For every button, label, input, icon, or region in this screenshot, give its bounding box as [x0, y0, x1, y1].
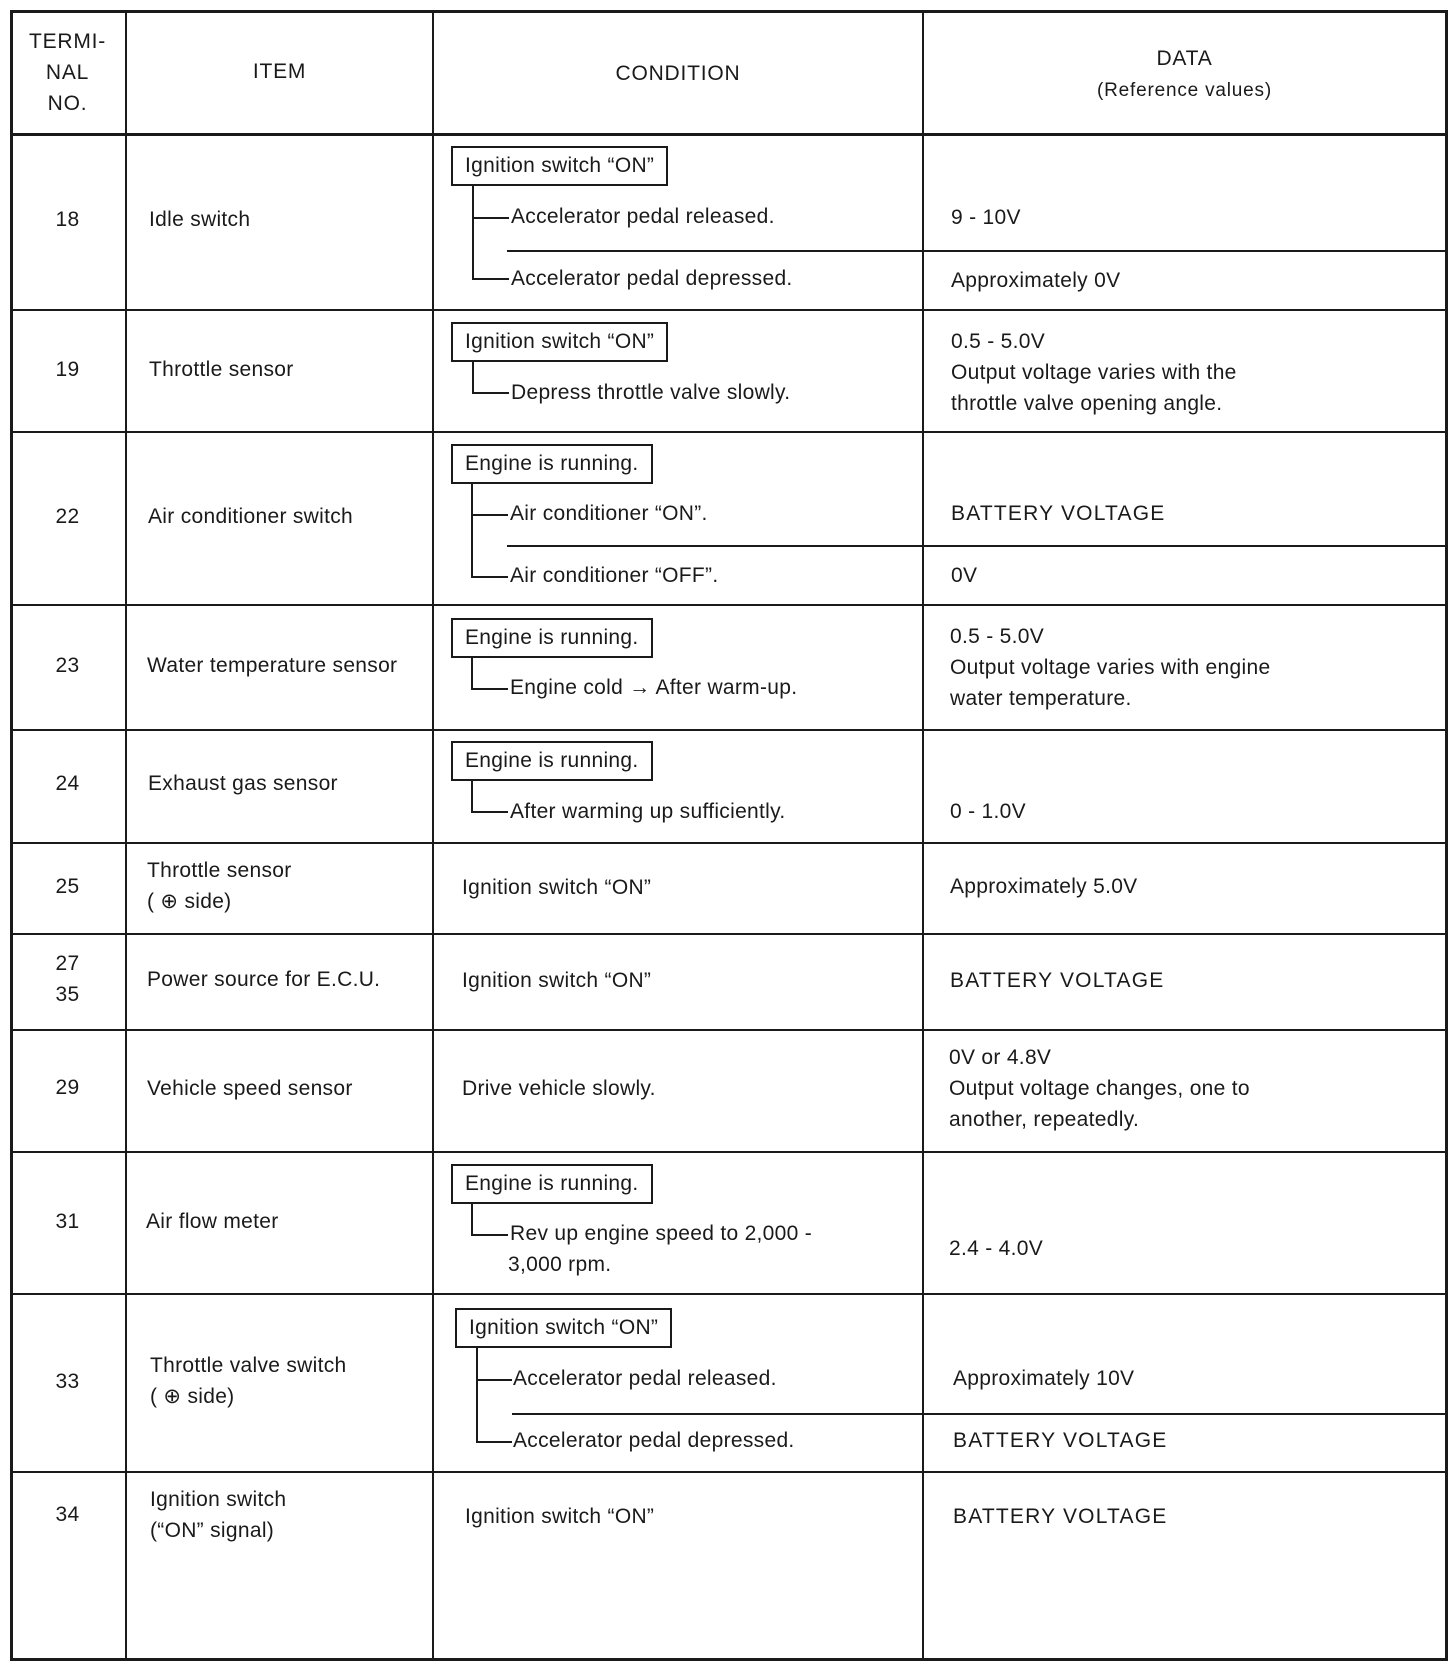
- condition-text: Ignition switch “ON”: [462, 876, 652, 899]
- condition-tree-line: [471, 1204, 473, 1234]
- data-note: Output voltage changes, one to: [949, 1077, 1250, 1100]
- item-label: Throttle sensor: [147, 859, 292, 882]
- terminal-number: 35: [55, 983, 80, 1006]
- terminal-number: 29: [55, 1076, 80, 1099]
- sub-row-divider: [512, 1413, 1448, 1415]
- sub-condition: After warming up sufficiently.: [510, 800, 786, 823]
- condition-tree-branch: [476, 1441, 512, 1443]
- sub-condition: Depress throttle valve slowly.: [511, 381, 791, 404]
- condition-tree-line: [472, 186, 474, 278]
- header-terminal-line-1: TERMI-: [28, 30, 107, 53]
- sub-condition: Engine cold → After warm-up.: [510, 676, 798, 699]
- item-label: Power source for E.C.U.: [147, 968, 381, 991]
- data-value: BATTERY VOLTAGE: [953, 1429, 1168, 1452]
- terminal-number: 19: [55, 358, 80, 381]
- data-value: 9 - 10V: [951, 206, 1021, 229]
- condition-tree-branch: [472, 392, 509, 394]
- terminal-number: 34: [55, 1503, 80, 1526]
- data-value: 0 - 1.0V: [950, 800, 1026, 823]
- header-terminal-line-3: NO.: [47, 92, 88, 115]
- data-note: throttle valve opening angle.: [951, 392, 1223, 415]
- sub-condition: Rev up engine speed to 2,000 -: [510, 1222, 813, 1245]
- terminal-number: 27: [55, 952, 80, 975]
- terminal-number: 24: [55, 772, 80, 795]
- condition-tree-branch: [471, 811, 508, 813]
- sub-condition: Air conditioner “ON”.: [510, 502, 708, 525]
- data-value: Approximately 10V: [953, 1367, 1135, 1390]
- item-label: Ignition switch: [150, 1488, 287, 1511]
- data-value: 0.5 - 5.0V: [950, 625, 1045, 648]
- row-divider: [10, 842, 1448, 844]
- sub-row-divider: [507, 545, 1448, 547]
- data-note: water temperature.: [950, 687, 1132, 710]
- data-note: Output voltage varies with engine: [950, 656, 1271, 679]
- data-value: Approximately 0V: [951, 269, 1121, 292]
- item-label: Throttle valve switch: [150, 1354, 347, 1377]
- item-label: Throttle sensor: [149, 358, 294, 381]
- condition-tree-branch: [472, 217, 509, 219]
- condition-tree-branch: [471, 514, 508, 516]
- condition-tree-line: [471, 658, 473, 688]
- row-divider: [10, 1471, 1448, 1473]
- terminal-number: 33: [55, 1370, 80, 1393]
- terminal-number: 31: [55, 1210, 80, 1233]
- condition-tree-branch: [471, 576, 508, 578]
- data-note: another, repeatedly.: [949, 1108, 1140, 1131]
- condition-tree-branch: [471, 688, 508, 690]
- row-divider: [10, 1293, 1448, 1295]
- condition-box: Engine is running.: [451, 618, 653, 658]
- terminal-data-table: [10, 10, 1448, 1662]
- condition-tree-line: [472, 362, 474, 392]
- row-divider: [10, 604, 1448, 606]
- header-terminal-line-2: NAL: [45, 61, 90, 84]
- terminal-number: 25: [55, 875, 80, 898]
- item-label: Exhaust gas sensor: [148, 772, 338, 795]
- data-value: Approximately 5.0V: [950, 875, 1138, 898]
- condition-tree-branch: [476, 1379, 512, 1381]
- condition-box: Engine is running.: [451, 741, 653, 781]
- condition-tree-line: [471, 781, 473, 811]
- item-label: Air flow meter: [146, 1210, 279, 1233]
- item-label-sub: (“ON” signal): [150, 1519, 275, 1542]
- data-value: 0V: [951, 564, 978, 587]
- data-value: 0V or 4.8V: [949, 1046, 1052, 1069]
- terminal-number: 22: [55, 505, 80, 528]
- item-label-sub: ( ⊕ side): [147, 890, 232, 913]
- terminal-number: 23: [55, 654, 80, 677]
- condition-tree-line: [471, 484, 473, 576]
- sub-condition: Accelerator pedal released.: [511, 205, 775, 228]
- row-divider: [10, 1151, 1448, 1153]
- condition-text: Drive vehicle slowly.: [462, 1077, 656, 1100]
- row-divider: [10, 729, 1448, 731]
- item-label: Vehicle speed sensor: [147, 1077, 353, 1100]
- condition-box: Engine is running.: [451, 1164, 653, 1204]
- data-value: BATTERY VOLTAGE: [951, 502, 1166, 525]
- condition-box: Engine is running.: [451, 444, 653, 484]
- column-divider: [125, 10, 127, 1661]
- condition-tree-line: [476, 1348, 478, 1441]
- header-data: DATA: [1156, 47, 1213, 70]
- terminal-number: 18: [55, 208, 80, 231]
- data-value: BATTERY VOLTAGE: [953, 1505, 1168, 1528]
- row-divider: [10, 309, 1448, 311]
- row-divider: [10, 133, 1448, 136]
- condition-box: Ignition switch “ON”: [451, 322, 668, 362]
- data-note: Output voltage varies with the: [951, 361, 1237, 384]
- item-label-sub: ( ⊕ side): [150, 1385, 235, 1408]
- column-divider: [432, 10, 434, 1661]
- condition-tree-branch: [472, 278, 509, 280]
- sub-condition: Accelerator pedal released.: [513, 1367, 777, 1390]
- row-divider: [10, 933, 1448, 935]
- row-divider: [10, 1029, 1448, 1031]
- item-label: Water temperature sensor: [147, 654, 398, 677]
- item-label: Air conditioner switch: [148, 505, 354, 528]
- sub-condition: Air conditioner “OFF”.: [510, 564, 719, 587]
- table-border-left: [10, 10, 13, 1661]
- condition-box: Ignition switch “ON”: [451, 146, 668, 186]
- sub-condition: Accelerator pedal depressed.: [511, 267, 793, 290]
- condition-tree-branch: [471, 1234, 508, 1236]
- header-item: ITEM: [252, 60, 307, 83]
- table-border-top: [10, 10, 1448, 13]
- condition-text: Ignition switch “ON”: [462, 969, 652, 992]
- data-value: 0.5 - 5.0V: [951, 330, 1046, 353]
- item-label: Idle switch: [149, 208, 251, 231]
- sub-condition: 3,000 rpm.: [508, 1253, 612, 1276]
- header-data-sub: (Reference values): [1097, 80, 1272, 101]
- table-border-bottom: [10, 1658, 1448, 1661]
- sub-condition: Accelerator pedal depressed.: [513, 1429, 795, 1452]
- condition-text: Ignition switch “ON”: [465, 1505, 655, 1528]
- header-condition: CONDITION: [615, 62, 741, 85]
- sub-row-divider: [507, 250, 1448, 252]
- row-divider: [10, 431, 1448, 433]
- condition-box: Ignition switch “ON”: [455, 1308, 672, 1348]
- data-value: BATTERY VOLTAGE: [950, 969, 1165, 992]
- data-value: 2.4 - 4.0V: [949, 1237, 1044, 1260]
